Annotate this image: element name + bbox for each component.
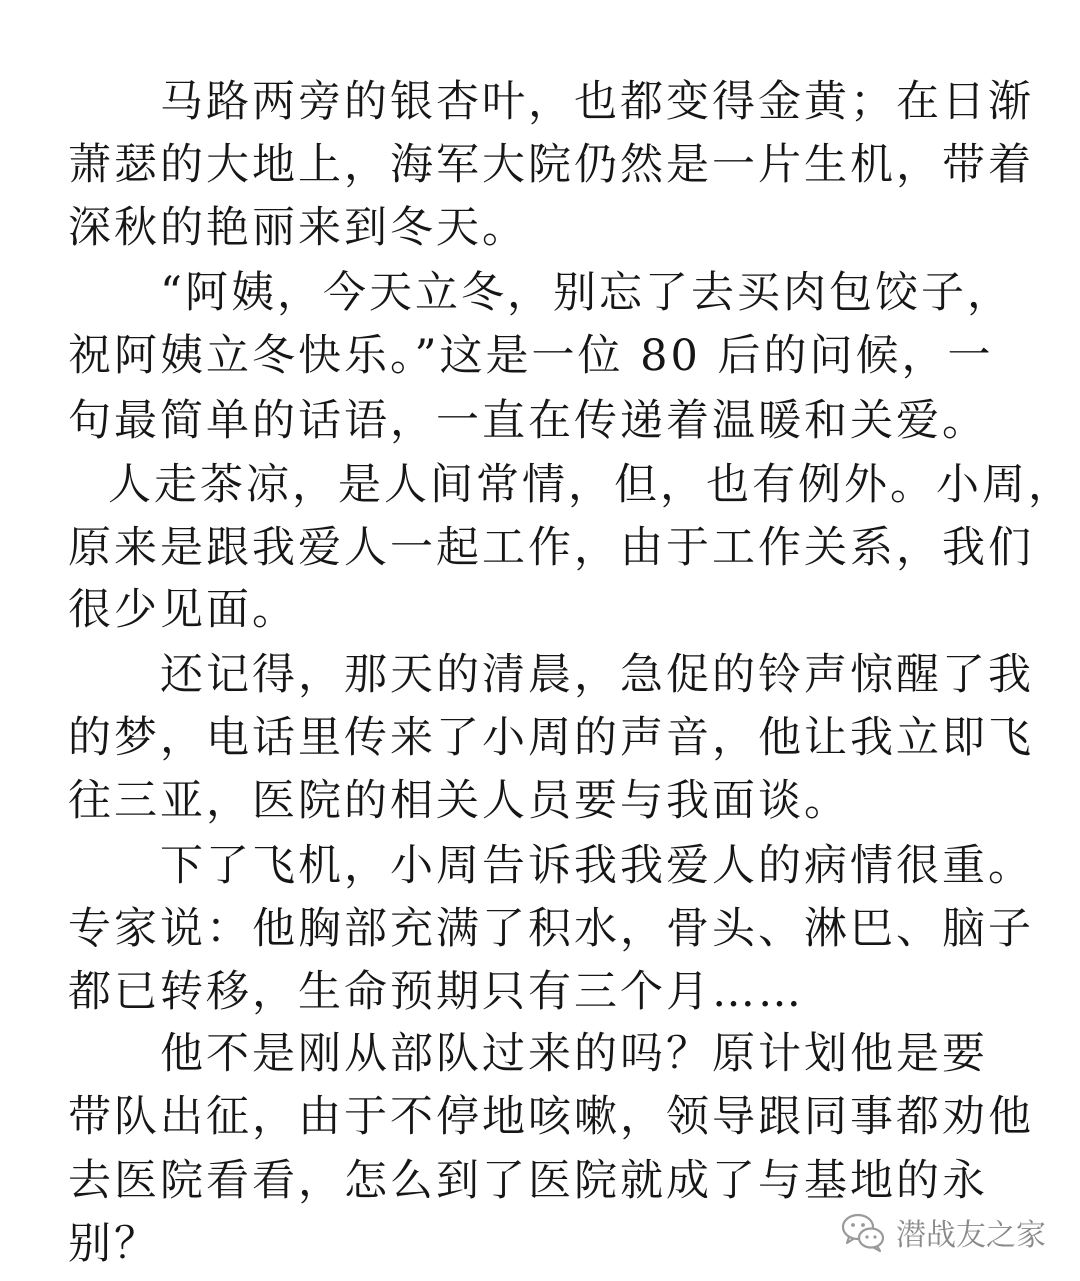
paragraph-line: “阿姨，今天立冬，别忘了去买肉包饺子， [160,268,1013,318]
paragraph-line: 还记得，那天的清晨，急促的铃声惊醒了我 [160,650,1034,700]
paragraph-line: 句最简单的话语，一直在传递着温暖和关爱。 [68,396,988,446]
paragraph-line: 专家说：他胸部充满了积水，骨头、淋巴、脑子 [68,904,1034,954]
paragraph-line: 原来是跟我爱人一起工作，由于工作关系，我们 [68,523,1034,573]
paragraph-line: 下了飞机，小周告诉我我爱人的病情很重。 [160,841,1034,891]
watermark-text: 潜战友之家 [896,1218,1046,1253]
paragraph-line: 别？ [68,1219,160,1269]
paragraph-line: 他不是刚从部队过来的吗？原计划他是要 [160,1029,988,1079]
paragraph-line: 往三亚，医院的相关人员要与我面谈。 [68,776,850,826]
paragraph-line: 都已转移，生命预期只有三个月…… [68,967,804,1017]
paragraph-line: 萧瑟的大地上，海军大院仍然是一片生机，带着 [68,140,1034,190]
paragraph-line: 很少见面。 [68,585,298,635]
paragraph-line: 的梦，电话里传来了小周的声音，他让我立即飞 [68,713,1034,763]
paragraph-line: 去医院看看，怎么到了医院就成了与基地的永 [68,1156,988,1206]
paragraph-line: 马路两旁的银杏叶，也都变得金黄；在日渐 [160,77,1034,127]
paragraph-line: 带队出征，由于不停地咳嗽，领导跟同事都劝他 [68,1092,1034,1142]
paragraph-line: 祝阿姨立冬快乐。”这是一位 80 后的问候，一 [68,331,994,381]
paragraph-line: 深秋的艳丽来到冬天。 [68,203,528,253]
watermark [840,1208,1046,1256]
wechat-icon [840,1211,886,1253]
paragraph-line: 人走茶凉，是人间常情，但，也有例外。小周， [108,460,1074,510]
